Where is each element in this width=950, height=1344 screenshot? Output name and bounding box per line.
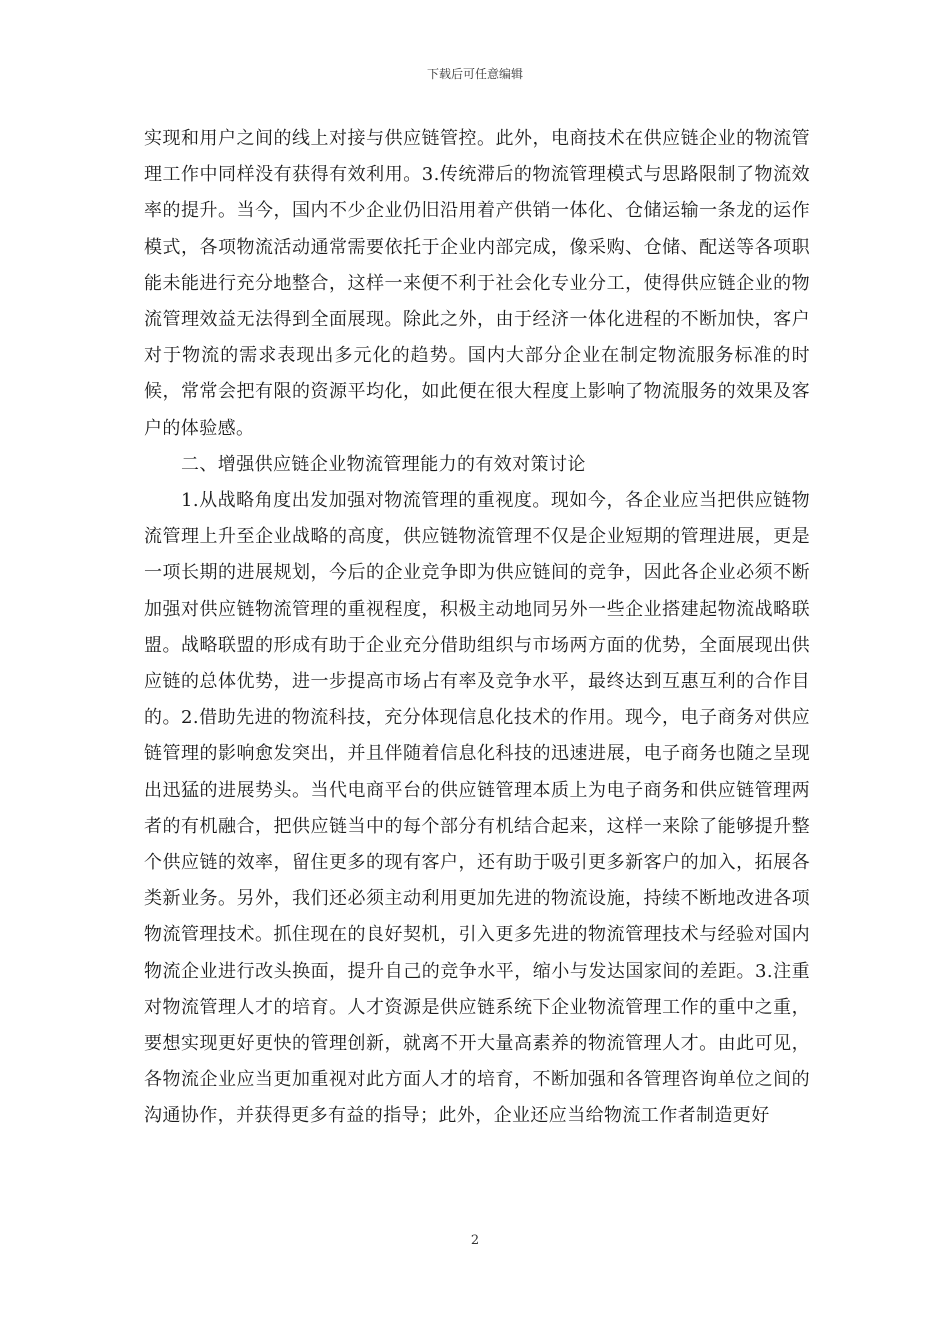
document-body bbox=[144, 121, 810, 1135]
paragraph-strategies: 1.从战略角度出发加强对物流管理的重视度。现如今，各企业应当把供应链物流管理上升至企业战略的高度，供应链物流管理不仅是企业短期的管理进展，更是一项长期的进展规划，今后的企业竞争即为供应链间的竞争，因此各企业必须不断加强对供应链物流管理的重视程度，积极主动地同另外一些企业搭建起物流战略联盟。战略联盟的形成有助于企业充分借助组织与市场两方面的优势，全面展现出供应链的总体优势，进一步提高市场占有率及竞争水平，最终达到互惠互利的合作目的。2.借助先进的物流科技，充分体现信息化技术的作用。现今，电子商务对供应链管理的影响愈发突出，并且伴随着信息化科技的迅速进展，电子商务也随之呈现出迅猛的进展势头。当代电商平台的供应链管理本质上为电子商务和供应链管理两者的有机融合，把供应链当中的每个部分有机结合起来，这样一来除了能够提升整个供应链的效率，留住更多的现有客户，还有助于吸引更多新客户的加入，拓展各类新业务。另外，我们还必须主动利用更加先进的物流设施，持续不断地改进各项物流管理技术。抓住现在的良好契机，引入更多先进的物流管理技术与经验对国内物流企业进行改头换面，提升自己的竞争水平，缩小与发达国家间的差距。3.注重对物流管理人才的培育。人才资源是供应链系统下企业物流管理工作的重中之重，要想实现更好更快的管理创新，就离不开大量高素养的物流管理人才。由此可见，各物流企业应当更加重视对此方面人才的培育，不断加强和各管理咨询单位之间的沟通协作，并获得更多有益的指导；此外，企业还应当给物流工作者制造更好 bbox=[144, 490, 810, 1127]
page-header: 下载后可任意编辑 bbox=[426, 67, 523, 81]
section-heading: 二、增强供应链企业物流管理能力的有效对策讨论 bbox=[181, 453, 586, 475]
paragraph-continuation: 实现和用户之间的线上对接与供应链管控。此外，电商技术在供应链企业的物流管理工作中同样没有获得有效利用。3.传统滞后的物流管理模式与思路限制了物流效率的提升。当今，国内不少企业仍旧沿用着产供销一体化、仓储运输一条龙的运作模式，各项物流活动通常需要依托于企业内部完成，像采购、仓储、配送等各项职能未能进行充分地整合，这样一来便不利于社会化专业分工，使得供应链企业的物流管理效益无法得到全面展现。除此之外，由于经济一体化进程的不断加快，客户对于物流的需求表现出多元化的趋势。国内大部分企业在制定物流服务标准的时候，常常会把有限的资源平均化，如此便在很大程度上影响了物流服务的效果及客户的体验感。 bbox=[144, 128, 810, 439]
page-number: 2 bbox=[470, 1233, 480, 1248]
